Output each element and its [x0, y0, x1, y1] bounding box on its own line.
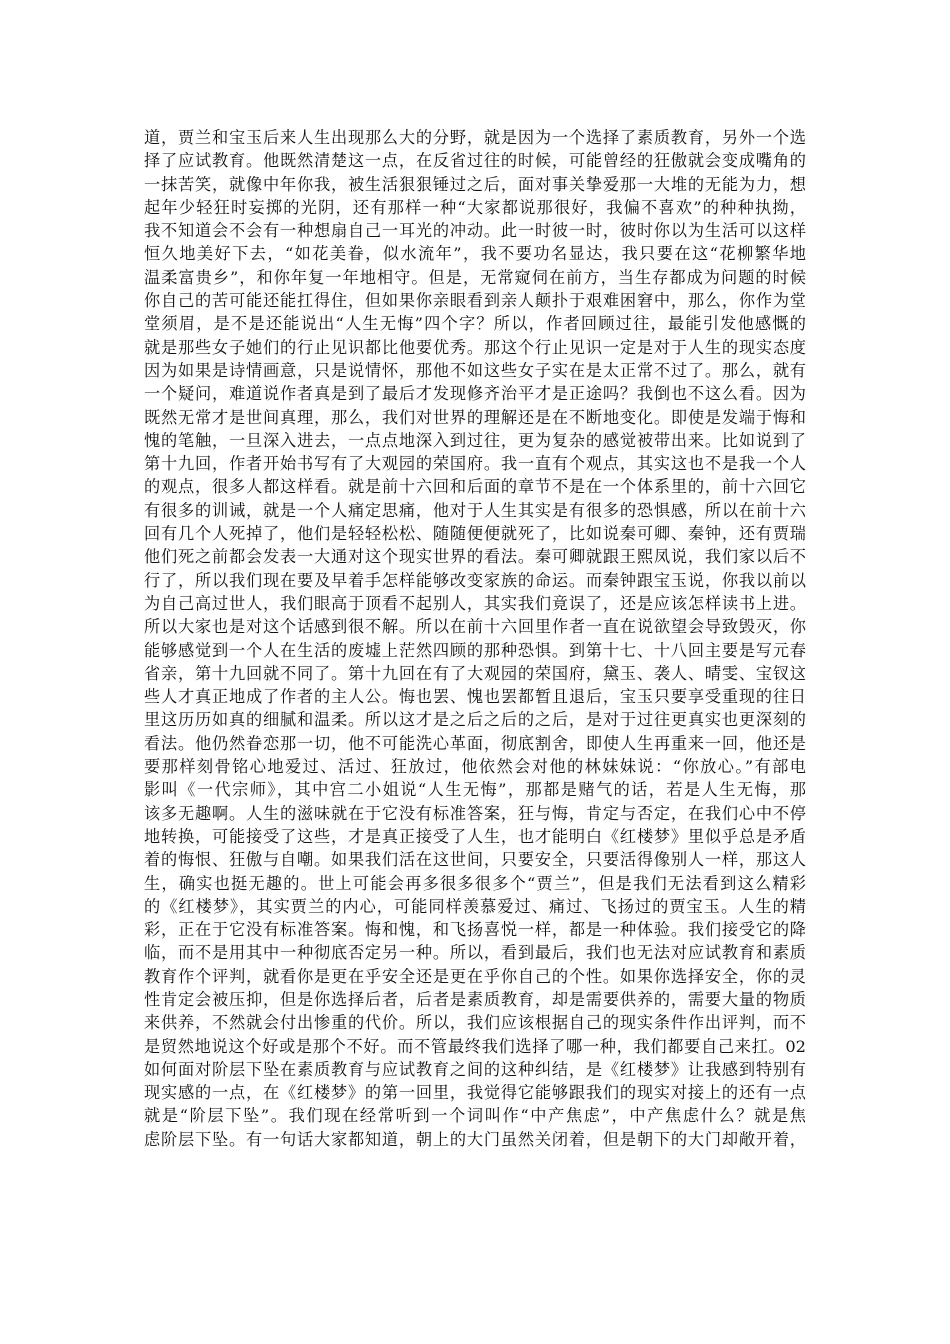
- text-line: 着的悔恨、狂傲与自嘲。如果我们活在这世间，只要安全，只要活得像别人一样，那这人: [144, 850, 806, 870]
- text-line: 就是那些女子她们的行止见识都比他要优秀。那这个行止见识一定是对于人生的现实态度: [144, 337, 806, 357]
- text-line: 些人才真正地成了作者的主人公。悔也罢、愧也罢都暂且退后，宝玉只要享受重现的往日: [144, 687, 806, 707]
- text-line: 所以大家也是对这个话感到很不解。所以在前十六回里作者一直在说欲望会导致毁灭，你: [144, 617, 806, 637]
- text-line: 教育作个评判，就看你是更在乎安全还是更在乎你自己的个性。如果你选择安全，你的灵: [144, 966, 806, 986]
- text-line: 道，贾兰和宝玉后来人生出现那么大的分野，就是因为一个选择了素质教育，另外一个选: [144, 128, 806, 147]
- text-line: 你自己的苦可能还能扛得住，但如果你亲眼看到亲人颠扑于艰难困窘中，那么，你作为堂: [144, 291, 806, 311]
- text-line: 看法。他仍然眷恋那一切，他不可能洗心革面，彻底割舍，即使人生再重来一回，他还是: [144, 733, 806, 753]
- text-line: 有很多的训诫，就是一个人痛定思痛，他对于人生其实是有很多的恐惧感，所以在前十六: [144, 500, 806, 520]
- text-line: 为自己高过世人，我们眼高于顶看不起别人，其实我们竟误了，还是应该怎样读书上进。: [144, 593, 806, 613]
- text-line: 彩，正在于它没有标准答案。悔和愧，和飞扬喜悦一样，都是一种体验。我们接受它的降: [144, 920, 806, 940]
- text-line: 第十九回，作者开始书写有了大观园的荣国府。我一直有个观点，其实这也不是我一个人: [144, 454, 806, 474]
- text-line: 因为如果是诗情画意，只是说情怀，那他不如这些女子实在是太正常不过了。那么，就有: [144, 360, 806, 380]
- text-line: 堂须眉，是不是还能说出“人生无悔”四个字？所以，作者回顾过往，最能引发他感慨的: [144, 314, 806, 334]
- text-line: 如何面对阶层下坠在素质教育与应试教育之间的这种纠结，是《红楼梦》让我感到特别有: [144, 1059, 806, 1079]
- text-line: 地转换，可能接受了这些，才是真正接受了人生，也才能明白《红楼梦》里似乎总是矛盾: [144, 826, 806, 846]
- text-line: 一个疑问，难道说作者真是到了最后才发现修齐治平才是正途吗？我倒也不这么看。因为: [144, 384, 806, 404]
- text-line: 就是“阶层下坠”。我们现在经常听到一个词叫作“中产焦虑”，中产焦虑什么？就是焦: [144, 1106, 806, 1126]
- text-line: 回有几个人死掉了，他们是轻轻松松、随随便便就死了，比如说秦可卿、秦钟，还有贾瑞: [144, 524, 806, 544]
- text-line: 能够感觉到一个人在生活的废墟上茫然四顾的那种恐惧。到第十七、十八回主要是写元春: [144, 640, 806, 660]
- text-line: 愧的笔触，一旦深入进去，一点点地深入到过往，更为复杂的感觉被带出来。比如说到了: [144, 430, 806, 450]
- text-line: 的观点，很多人都这样看。就是前十六回和后面的章节不是在一个体系里的，前十六回它: [144, 477, 806, 497]
- document-page: [144, 126, 806, 1151]
- text-line: 要那样刻骨铭心地爱过、活过、狂放过，他依然会对他的林妹妹说：“你放心。”有部电: [144, 757, 806, 777]
- text-line: 现实感的一点，在《红楼梦》的第一回里，我觉得它能够跟我们的现实对接上的还有一点: [144, 1083, 806, 1103]
- text-line: 临，而不是用其中一种彻底否定另一种。所以，看到最后，我们也无法对应试教育和素质: [144, 943, 806, 963]
- text-line: 省亲，第十九回就不同了。第十九回在有了大观园的荣国府，黛玉、袭人、晴雯、宝钗这: [144, 663, 806, 683]
- text-line: 他们死之前都会发表一大通对这个现实世界的看法。秦可卿就跟王熙凤说，我们家以后不: [144, 547, 806, 567]
- text-line: 择了应试教育。他既然清楚这一点，在反省过往的时候，可能曾经的狂傲就会变成嘴角的: [144, 151, 806, 171]
- text-line: 一抹苦笑，就像中年你我，被生活狠狠锤过之后，面对事关挚爱那一大堆的无能为力，想: [144, 174, 806, 194]
- text-line: 的《红楼梦》，其实贾兰的内心，可能同样羡慕爱过、痛过、飞扬过的贾宝玉。人生的精: [144, 896, 806, 916]
- text-line: 性肯定会被压抑，但是你选择后者，后者是素质教育，却是需要供养的，需要大量的物质: [144, 989, 806, 1009]
- text-line: 既然无常才是世间真理，那么，我们对世界的理解还是在不断地变化。即使是发端于悔和: [144, 407, 806, 427]
- text-line: 恒久地美好下去，“如花美眷，似水流年”，我不要功名显达，我只要在这“花柳繁华地: [144, 244, 806, 264]
- text-line: 影叫《一代宗师》，其中宫二小姐说“人生无悔”，那都是赌气的话，若是人生无悔，那: [144, 780, 806, 800]
- text-line: 该多无趣啊。人生的滋味就在于它没有标准答案，狂与悔，肯定与否定，在我们心中不停: [144, 803, 806, 823]
- text-line: 里这历历如真的细腻和温柔。所以这才是之后之后的之后，是对于过往更真实也更深刻的: [144, 710, 806, 730]
- text-line: 来供养，不然就会付出惨重的代价。所以，我们应该根据自己的现实条件作出评判，而不: [144, 1013, 806, 1033]
- text-line: 虑阶层下坠。有一句话大家都知道，朝上的大门虽然关闭着，但是朝下的大门却敞开着，: [144, 1129, 806, 1149]
- text-line: 生，确实也挺无趣的。世上可能会再多很多很多个“贾兰”，但是我们无法看到这么精彩: [144, 873, 806, 893]
- text-line: 行了，所以我们现在要及早着手怎样能够改变家族的命运。而秦钟跟宝玉说，你我以前以: [144, 570, 806, 590]
- text-line: 是贸然地说这个好或是那个不好。而不管最终我们选择了哪一种，我们都要自己来扛。02: [144, 1036, 806, 1056]
- text-line: 我不知道会不会有一种想扇自己一耳光的冲动。此一时彼一时，彼时你以为生活可以这样: [144, 221, 806, 241]
- text-line: 起年少轻狂时妄掷的光阴，还有那样一种“大家都说那很好，我偏不喜欢”的种种执拗，: [144, 197, 806, 217]
- text-line: 温柔富贵乡”，和你年复一年地相守。但是，无常窥伺在前方，当生存都成为问题的时候: [144, 267, 806, 287]
